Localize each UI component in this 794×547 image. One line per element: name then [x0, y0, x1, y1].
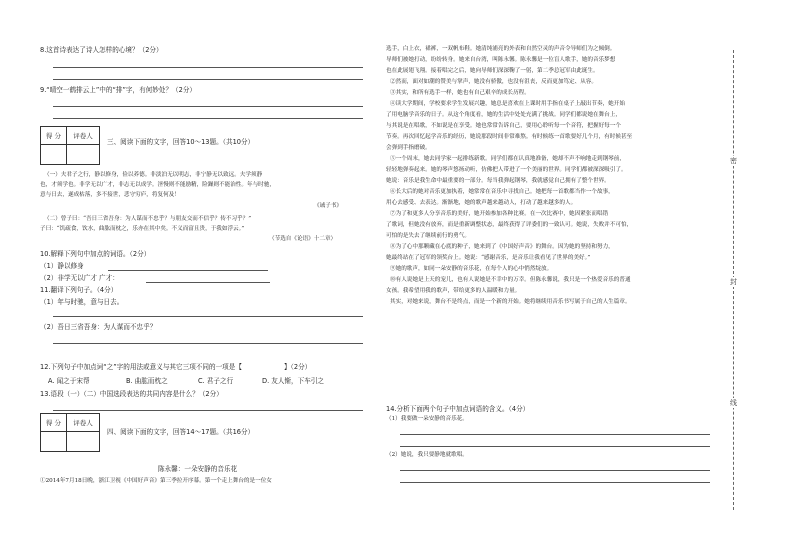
story-line: 用心去感受、去表达。渐渐地，她的歌声越来越动人，打动了越来越多的人。	[386, 200, 577, 206]
score-header: 得 分	[41, 414, 67, 432]
answer-line[interactable]	[146, 282, 270, 283]
question-12: 12.下列句子中加点词“之”字的用法或意义与其它三项不同的一项是【	[40, 363, 242, 371]
passage-1-line: 也，才须学也。非学无以广才，非志无以成学。淫慢则不能励精，险躁则不能治性。年与时驰，	[40, 182, 275, 188]
section-4-title: 四、阅读下面的文字，回答14～17题。（共16分）	[107, 428, 255, 436]
answer-line[interactable]	[53, 106, 363, 107]
score-table-4	[40, 413, 100, 452]
story-line: 了歌词，但她没有放弃，而是重新调整状态，最终获得了评委们的一致认可。她说，失败并不可怕，	[386, 222, 633, 228]
passage-1-line: （一）夫君子之行，静以修身，俭以养德。非淡泊无以明志，非宁静无以致远。夫学须静	[44, 172, 263, 178]
story-line: ⑧为了心中那颗藏在心底的种子，她来到了《中国好声音》的舞台。因为她的坚持和努力，	[390, 244, 614, 250]
section-3-title: 三、阅读下面的文字，回答10～13题。（共10分）	[107, 138, 255, 146]
seal-char: 线	[730, 399, 737, 407]
story-line: ⑤一个周末，她去同学家一起排练新歌。同学们都在认真地准备，她却不声不响地走到钢琴前，	[390, 156, 625, 162]
answer-line[interactable]	[53, 410, 363, 411]
answer-line[interactable]	[400, 470, 710, 471]
question-14-1: （1）我要做一朵安静的音乐花。	[386, 416, 468, 422]
story-line: ⑩有人说她是上天的宠儿，也有人说她是不幸中的万幸。但陈永馨说，我只是一个热爱音乐的普通	[390, 277, 631, 283]
story-line: 女孩。我希望用我的歌声，带给更多的人温暖和力量。	[386, 288, 521, 294]
story-line: 了用电脑学音乐的日子。从这个角度看，她的生活中处处充满了挑战。同学们都说她在舞台上，	[386, 112, 621, 118]
passage-2-line: （二）曾子曰：“吾日三省吾身：为人谋而不忠乎？与朋友交而不信乎？传不习乎？”	[44, 216, 252, 222]
story-line: 节奏。再次回忆起学音乐的经历，她说那段时间非常难熬。有时候练一首歌要好几个月，有时候甚至	[386, 134, 633, 140]
answer-line[interactable]	[53, 79, 363, 80]
story-line: ④读大学期间，学校要求学生发展兴趣，她总是喜欢在上课时用手指在桌子上敲出节奏，她开始	[390, 101, 625, 107]
story-line: ③其实，和所有选手一样，她也有自己艰辛的成长历程。	[390, 90, 530, 96]
story-line: 导师们被她打动，纷纷转身。她来自台湾，叫陈永馨。陈永馨是一位盲人歌手，她的音乐梦想	[386, 57, 616, 63]
passage-2-source: （节选自《论语》十二章）	[269, 236, 337, 242]
answer-line[interactable]	[400, 446, 710, 447]
answer-line[interactable]	[108, 270, 268, 271]
seal-char: 密	[730, 157, 737, 165]
grader-cell[interactable]	[66, 145, 99, 165]
story-line: 她说：音乐是我生命中最重要的一部分。每当我弹起钢琴，我就感觉自己拥有了整个世界。	[386, 178, 610, 184]
option-b[interactable]: B. 曲肱而枕之	[126, 377, 168, 385]
question-14: 14.分析下面两个句子中加点词语的含义。（4分）	[386, 405, 530, 413]
grader-header: 评卷人	[66, 414, 99, 432]
question-10-2: （2）非学无以广才 广才：	[40, 274, 119, 282]
score-table-3	[40, 126, 100, 165]
passage-1-source: 《诫子书》	[314, 203, 342, 209]
answer-line[interactable]	[53, 67, 363, 68]
answer-line[interactable]	[53, 118, 363, 119]
option-d[interactable]: D. 友人惭，下车引之	[262, 377, 325, 385]
answer-line[interactable]	[400, 482, 710, 483]
question-12-end: 】（2分）	[284, 363, 312, 371]
story-title: 陈永馨：一朵安静的音乐花	[158, 465, 238, 473]
option-a[interactable]: A. 闻之于宋帮	[48, 377, 90, 385]
question-9: 9.“晴空一鹤排云上”中的“排”字，有何妙处？（2分）	[40, 86, 197, 94]
question-13: 13.语段（一）（二）中国选段表达的共同内容是什么？（2分）	[40, 390, 223, 398]
story-line: ①2014年7月18日晚，浙江卫视《中国好声音》第三季拉开序幕。第一个走上舞台的是一位女	[40, 478, 272, 484]
story-line: 会弹到手指磨破。	[386, 145, 431, 151]
story-line: ⑦为了和更多人分享音乐的美好，她开始参加各种比赛。在一次比赛中，她因紧张而唱错	[390, 211, 609, 217]
seal-char: 封	[730, 278, 737, 286]
question-8: 8.这首诗表达了诗人怎样的心境？（2分）	[40, 46, 163, 54]
question-10-1: （1）静以修身	[40, 262, 84, 270]
question-11-1: （1）年与时驰，意与日去。	[40, 298, 124, 306]
story-line: ⑥长大后的她对音乐更加执着，她常常在音乐中寻找自己。她把每一首歌都当作一个故事，	[390, 189, 614, 195]
story-line: 轻轻地弹奏起来。她的琴声悠扬动听，仿佛把人带进了一个美丽的世界。同学们都被深深吸引了。	[386, 167, 627, 173]
passage-1-line: 意与日去，遂成枯落，多不接世，悲守穷庐，将复何及！	[40, 192, 180, 198]
question-10: 10.解释下列句中加点的词语。（2分）	[40, 250, 151, 258]
answer-line[interactable]	[53, 316, 363, 317]
story-line: 她最终站在了冠军的领奖台上。她说：“感谢音乐，是音乐让我看见了世界的美好。”	[386, 255, 591, 261]
story-line: 与其说是在唱歌，不如说是在享受。她也常常告诉自己，要用心聆听每一个音符，把握好每一个	[386, 123, 621, 129]
story-line: 可怕的是失去了继续前行的勇气。	[386, 233, 470, 239]
option-c[interactable]: C. 君子之行	[198, 377, 234, 385]
question-11: 11.翻译下列句子。（4分）	[40, 286, 118, 294]
story-line: ⑨她的歌声，如同一朵安静的音乐花，在每个人的心中悄然绽放。	[390, 266, 553, 272]
score-cell[interactable]	[41, 145, 67, 165]
grader-cell[interactable]	[66, 432, 99, 452]
story-line: 其实，对她来说，舞台不是终点，而是一个新的开始。她将继续用音乐书写属于自己的人生篇章。	[390, 299, 631, 305]
story-line: ②然而，面对如潮的赞美与掌声，她没有骄傲，也没有沮丧，反而更加笃定、从容。	[390, 79, 597, 85]
score-header: 得 分	[41, 127, 67, 145]
passage-2-line: 子曰：“饥疏食，饮水，曲肱而枕之，乐亦在其中矣。不义而富且贵，于我如浮云。”	[40, 226, 245, 232]
score-cell[interactable]	[41, 432, 67, 452]
grader-header: 评卷人	[66, 127, 99, 145]
answer-line[interactable]	[400, 434, 710, 435]
story-line: 也在此展翅飞翔。接着唱完之后，她向导师们深深鞠了一躬，第二季总冠军由此诞生。	[386, 68, 599, 74]
question-14-2: （2）她说，我只要静地就歌唱。	[386, 452, 468, 458]
question-11-2: （2）吾日三省吾身：为人谋而不忠乎？	[40, 323, 157, 331]
story-line: 选手，白上衣，裙裤，一双帆布鞋。她清纯浦亮的外表和自然空灵的声音令导师们为之倾倒。	[386, 46, 616, 52]
answer-line[interactable]	[53, 343, 363, 344]
